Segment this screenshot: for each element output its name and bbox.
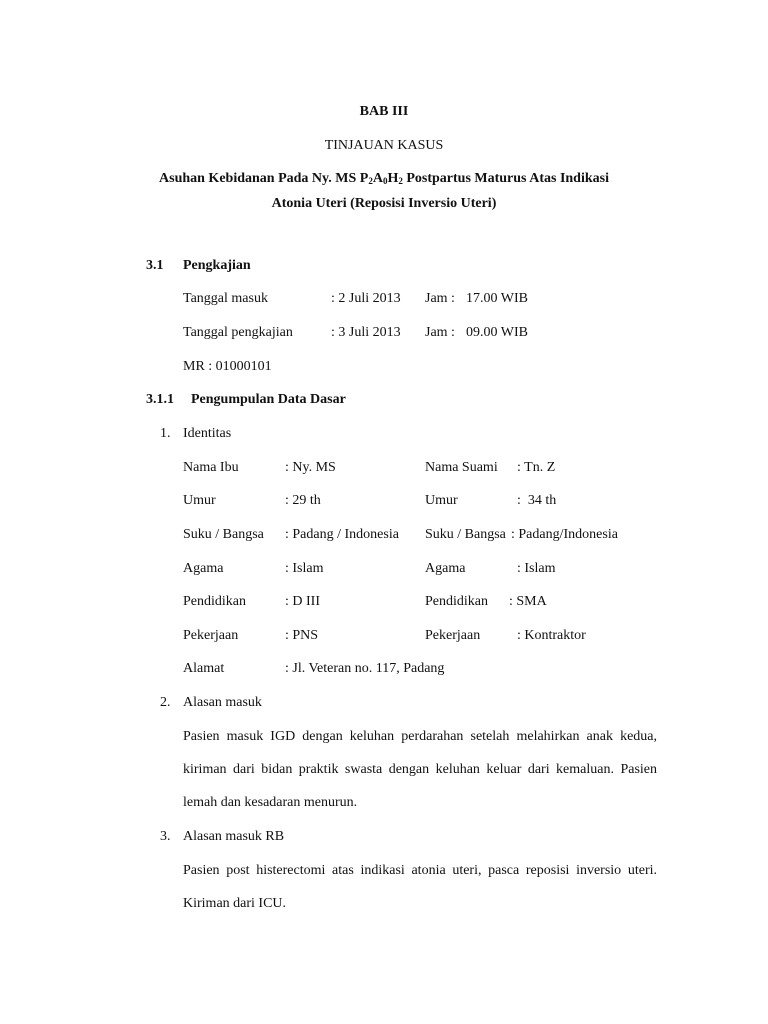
identity-label: Agama bbox=[425, 561, 466, 576]
list-number: 2. bbox=[160, 695, 171, 710]
subsection-title: Pengumpulan Data Dasar bbox=[191, 392, 346, 407]
mr-number: MR : 01000101 bbox=[183, 359, 272, 374]
case-title-line1: Asuhan Kebidanan Pada Ny. MS $P_2A_0H_2$ Postpartus Maturus Atas Indikasi bbox=[159, 171, 609, 186]
jam-value: 09.00 WIB bbox=[466, 325, 528, 340]
identity-value: : Padang/Indonesia bbox=[511, 527, 618, 542]
identity-value: : Kontraktor bbox=[517, 628, 586, 643]
identity-label: Pekerjaan bbox=[425, 628, 481, 643]
chapter-subtitle: TINJAUAN KASUS bbox=[324, 138, 444, 153]
identity-label: Nama Suami bbox=[425, 460, 498, 475]
identity-value: : D III bbox=[285, 594, 320, 609]
tanggal-masuk-label: Tanggal masuk bbox=[183, 291, 268, 306]
jam-label: Jam : bbox=[425, 291, 455, 306]
identity-value: : 34 th bbox=[517, 493, 557, 508]
identity-value: : Islam bbox=[517, 561, 556, 576]
jam-label: Jam : bbox=[425, 325, 455, 340]
identity-value: : PNS bbox=[285, 628, 319, 643]
identity-label: Suku / Bangsa bbox=[183, 527, 264, 542]
list-title: Identitas bbox=[183, 426, 232, 441]
identity-label: Nama Ibu bbox=[183, 460, 239, 475]
section-title: Pengkajian bbox=[183, 258, 251, 273]
alasan-masuk-rb-paragraph: Pasien post histerectomi atas indikasi atonia uteri, pasca reposisi inversio uteri. Kiriman dari ICU. bbox=[183, 863, 657, 911]
identity-label: Pendidikan bbox=[425, 594, 488, 609]
tanggal-pengkajian-label: Tanggal pengkajian bbox=[183, 325, 293, 340]
identity-value: : 29 th bbox=[285, 493, 321, 508]
identity-label: Umur bbox=[183, 493, 216, 508]
section-number: 3.1 bbox=[146, 258, 164, 273]
chapter-title: BAB III bbox=[359, 104, 409, 119]
alamat-label: Alamat bbox=[183, 661, 225, 676]
identity-value: : Padang / Indonesia bbox=[285, 527, 399, 542]
identity-label: Pendidikan bbox=[183, 594, 246, 609]
identity-value: : Tn. Z bbox=[517, 460, 556, 475]
identity-value: : Islam bbox=[285, 561, 324, 576]
list-title: Alasan masuk bbox=[183, 695, 262, 710]
list-number: 3. bbox=[160, 829, 171, 844]
tanggal-pengkajian-value: : 3 Juli 2013 bbox=[331, 325, 401, 340]
jam-value: 17.00 WIB bbox=[466, 291, 528, 306]
identity-value: : SMA bbox=[509, 594, 547, 609]
identity-label: Agama bbox=[183, 561, 224, 576]
subsection-number: 3.1.1 bbox=[146, 392, 174, 407]
identity-value: : Ny. MS bbox=[285, 460, 336, 475]
list-number: 1. bbox=[160, 426, 171, 441]
list-title: Alasan masuk RB bbox=[183, 829, 285, 844]
alamat-value: : Jl. Veteran no. 117, Padang bbox=[285, 661, 445, 676]
identity-label: Pekerjaan bbox=[183, 628, 239, 643]
alasan-masuk-paragraph: Pasien masuk IGD dengan keluhan perdarahan setelah melahirkan anak kedua, kiriman dari bidan praktik swasta dengan keluhan keluar dari kemaluan. Pasien lemah dan kesadaran menurun. bbox=[183, 729, 657, 810]
tanggal-masuk-value: : 2 Juli 2013 bbox=[331, 291, 401, 306]
identity-label: Umur bbox=[425, 493, 458, 508]
case-title-line2: Atonia Uteri (Reposisi Inversio Uteri) bbox=[271, 196, 497, 211]
identity-label: Suku / Bangsa bbox=[425, 527, 506, 542]
